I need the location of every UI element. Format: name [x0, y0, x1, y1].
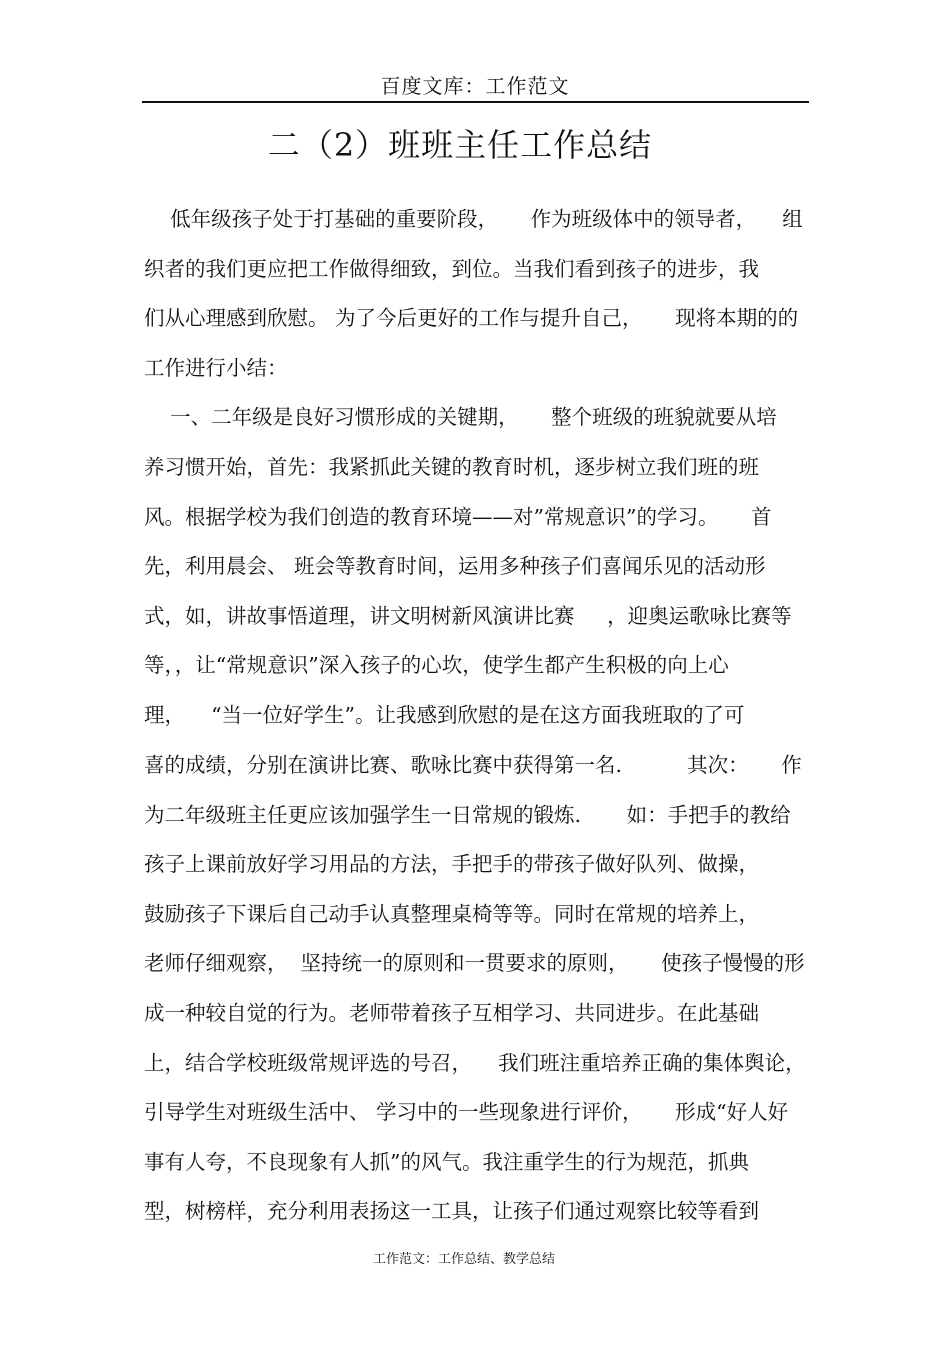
- body-line: 型，树榜样，充分利用表扬这一工具，让孩子们通过观察比较等看到: [144, 1199, 759, 1223]
- body-line: 孩子上课前放好学习用品的方法，手把手的带孩子做好队列、做操，: [144, 852, 759, 876]
- body-line: 成一种较自觉的行为。老师带着孩子互相学习、共同进步。在此基础: [144, 1001, 759, 1025]
- body-line: 工作进行小结：: [144, 356, 288, 380]
- body-line: 理， “当一位好学生”。让我感到欣慰的是在这方面我班取的了可: [144, 703, 745, 727]
- body-line: 为二年级班主任更应该加强学生一日常规的锻炼. 如：手把手的教给: [144, 803, 791, 827]
- body-line: 事有人夸，不良现象有人抓”的风气。我注重学生的行为规范，抓典: [144, 1150, 749, 1174]
- body-line: 先，利用晨会、 班会等教育时间，运用多种孩子们喜闻乐见的活动形: [144, 554, 766, 578]
- body-line: 低年级孩子处于打基础的重要阶段， 作为班级体中的领导者， 组: [144, 207, 803, 231]
- body-line: 式，如，讲故事悟道理，讲文明树新风演讲比赛 ，迎奥运歌咏比赛等: [144, 604, 792, 628]
- body-line: 引导学生对班级生活中、 学习中的一些现象进行评价， 形成“好人好: [144, 1100, 789, 1124]
- body-line: 风。根据学校为我们创造的教育环境——对”常规意识”的学习。 首: [144, 505, 772, 529]
- body-line: 上，结合学校班级常规评选的号召， 我们班注重培养正确的集体舆论，: [144, 1051, 806, 1075]
- body-line: 们从心理感到欣慰。 为了今后更好的工作与提升自己， 现将本期的的: [144, 306, 799, 330]
- page-header: 百度文库：工作范文: [380, 74, 570, 98]
- body-line: 喜的成绩，分别在演讲比赛、歌咏比赛中获得第一名. 其次： 作: [144, 753, 802, 777]
- body-line: 等，，让“常规意识”深入孩子的心坎，使学生都产生积极的向上心: [144, 653, 729, 677]
- body-line: 一、二年级是良好习惯形成的关键期， 整个班级的班貌就要从培: [144, 405, 777, 429]
- body-line: 养习惯开始，首先：我紧抓此关键的教育时机，逐步树立我们班的班: [144, 455, 759, 479]
- document-title: 二（2）班班主任工作总结: [267, 126, 653, 164]
- body-line: 鼓励孩子下课后自己动手认真整理桌椅等等。同时在常规的培养上，: [144, 902, 759, 926]
- body-line: 织者的我们更应把工作做得细致，到位。当我们看到孩子的进步，我: [144, 257, 759, 281]
- body-line: 老师仔细观察， 坚持统一的原则和一贯要求的原则， 使孩子慢慢的形: [144, 951, 805, 975]
- page-footer: 工作范文：工作总结、教学总结: [372, 1252, 555, 1267]
- header-divider: [142, 101, 809, 103]
